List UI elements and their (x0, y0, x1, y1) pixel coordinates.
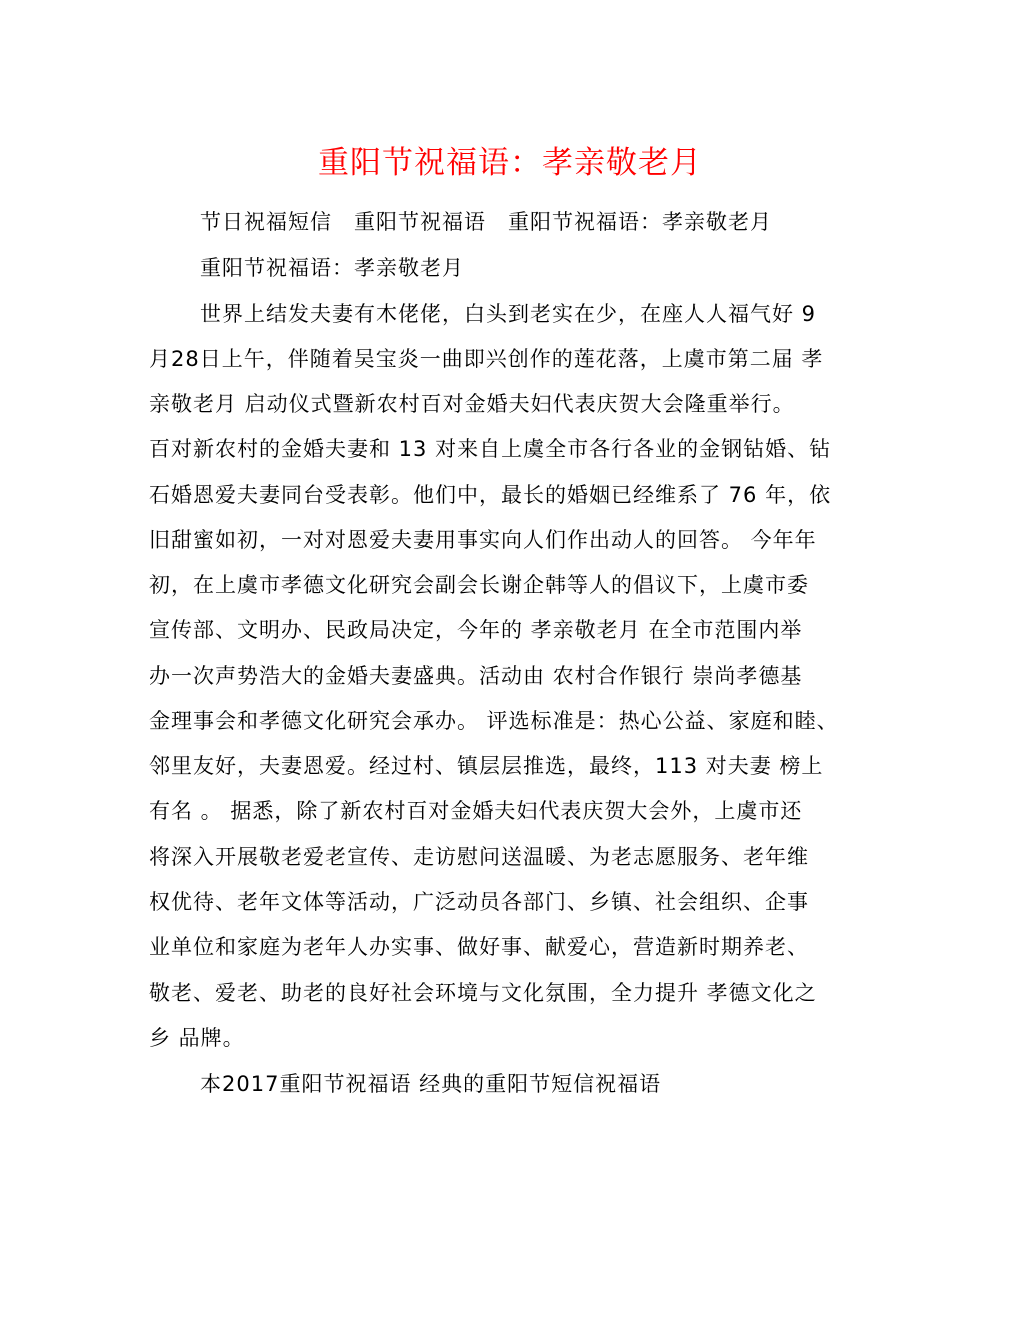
body-line: 金理事会和孝德文化研究会承办。 评选标准是：热心公益、家庭和睦、 (149, 709, 839, 733)
subtitle: 重阳节祝福语：孝亲敬老月 (200, 256, 464, 280)
body-line: 有名 。 据悉，除了新农村百对金婚夫妇代表庆贺大会外，上虞市还 (149, 799, 803, 823)
body-line: 乡 品牌。 (149, 1026, 245, 1050)
body-line: 办一次声势浩大的金婚夫妻盛典。活动由 农村合作银行 崇尚孝德基 (149, 664, 803, 688)
body-line: 业单位和家庭为老年人办实事、做好事、献爱心，营造新时期养老、 (149, 935, 809, 959)
body-line: 邻里友好，夫妻恩爱。经过村、镇层层推选，最终，113 对夫妻 榜上 (149, 754, 824, 778)
body-line: 将深入开展敬老爱老宣传、走访慰问送温暖、为老志愿服务、老年维 (149, 845, 809, 869)
body-line: 权优待、老年文体等活动，广泛动员各部门、乡镇、社会组织、企事 (149, 890, 809, 914)
body-line: 亲敬老月 启动仪式暨新农村百对金婚夫妇代表庆贺大会隆重举行。 (149, 392, 795, 416)
body-line: 百对新农村的金婚夫妻和 13 对来自上虞全市各行各业的金钢钻婚、钻 (149, 437, 832, 461)
body-line: 石婚恩爱夫妻同台受表彰。他们中，最长的婚姻已经维系了 76 年，依 (149, 483, 832, 507)
body-line: 敬老、爱老、助老的良好社会环境与文化氛围，全力提升 孝德文化之 (149, 981, 817, 1005)
body-line: 宣传部、文明办、民政局决定，今年的 孝亲敬老月 在全市范围内举 (149, 618, 803, 642)
breadcrumb: 节日祝福短信 重阳节祝福语 重阳节祝福语：孝亲敬老月 (200, 210, 772, 234)
document-title: 重阳节祝福语：孝亲敬老月 (318, 144, 702, 181)
footer-line: 本2017重阳节祝福语 经典的重阳节短信祝福语 (200, 1072, 662, 1096)
body-line: 月28日上午，伴随着吴宝炎一曲即兴创作的莲花落，上虞市第二届 孝 (149, 347, 824, 371)
body-line: 世界上结发夫妻有木佬佬，白头到老实在少，在座人人福气好 9 (200, 302, 817, 326)
body-line: 旧甜蜜如初，一对对恩爱夫妻用事实向人们作出动人的回答。 今年年 (149, 528, 817, 552)
body-line: 初，在上虞市孝德文化研究会副会长谢企韩等人的倡议下，上虞市委 (149, 573, 809, 597)
